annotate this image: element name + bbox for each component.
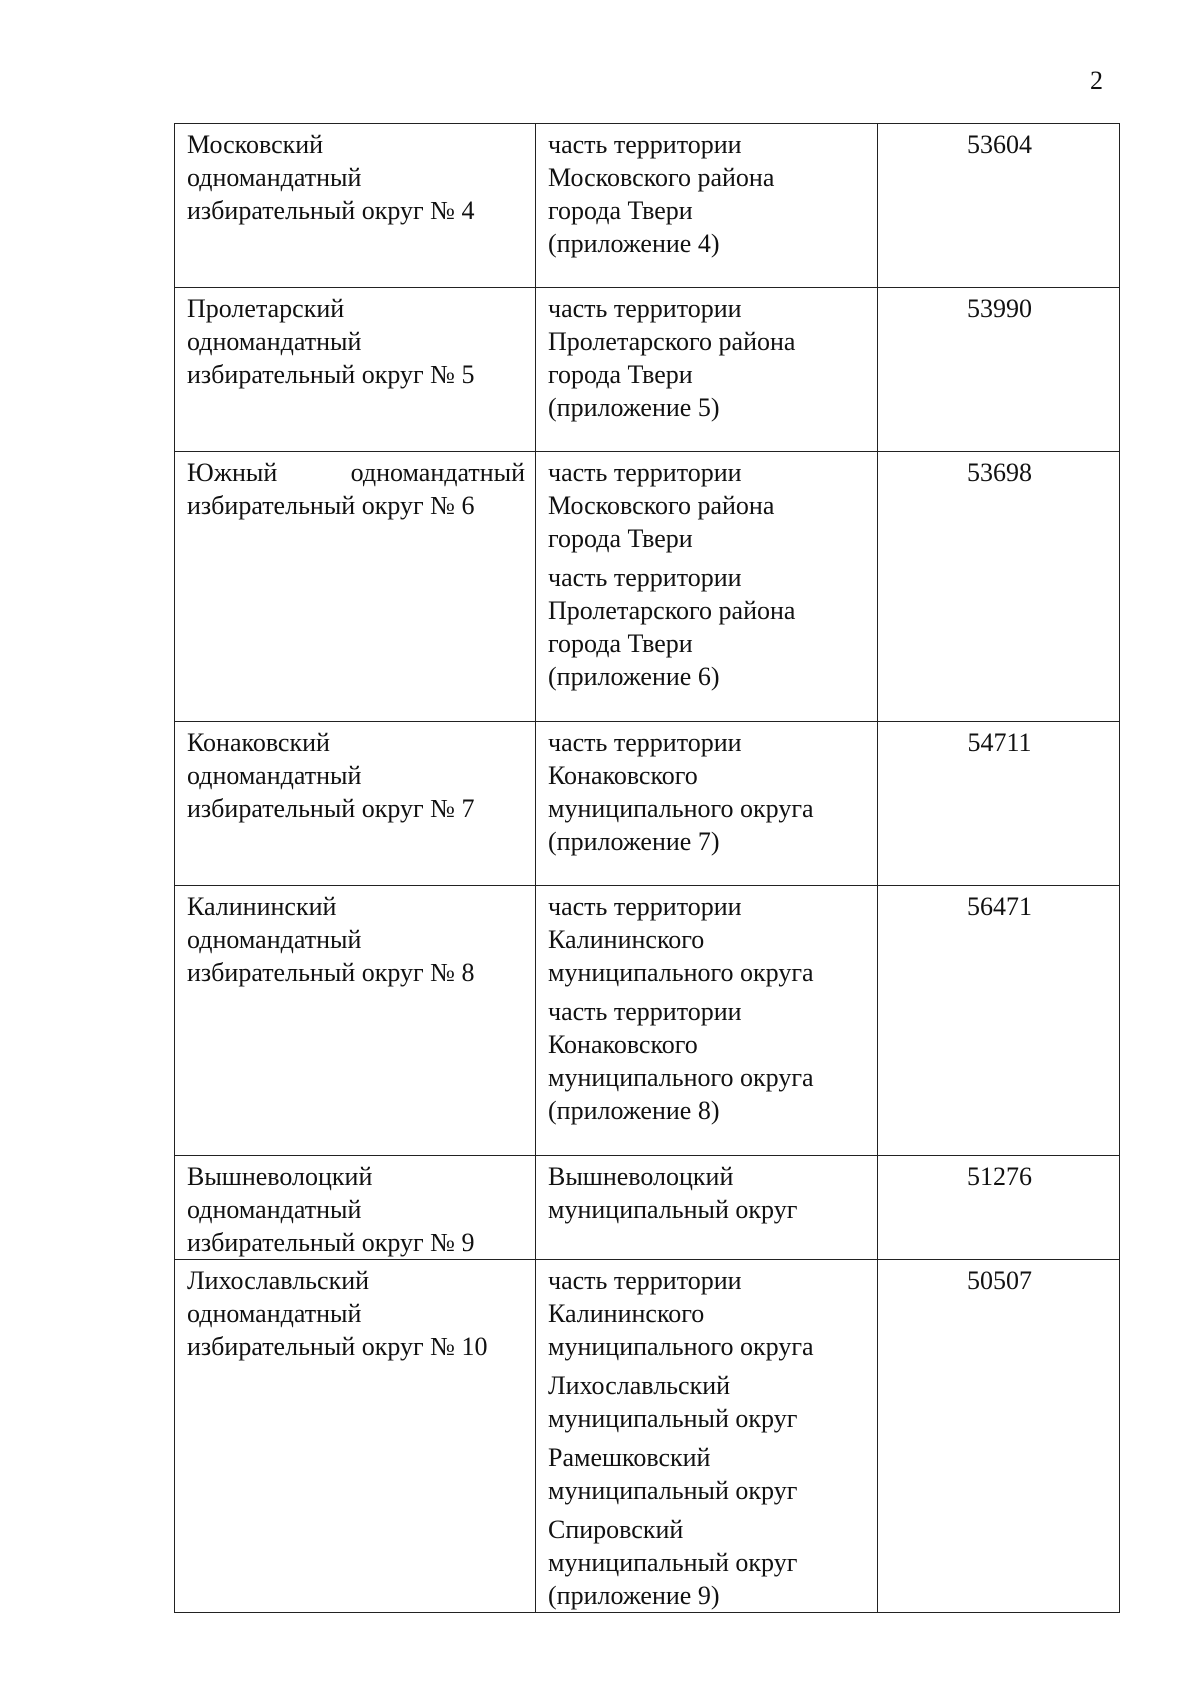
territory-group bbox=[548, 1513, 867, 1612]
territory-line: муниципальный округ bbox=[548, 1404, 798, 1433]
territory-cell bbox=[536, 722, 878, 886]
territory-line: муниципального округа bbox=[548, 958, 814, 987]
territory-group bbox=[548, 1369, 867, 1435]
territory-group bbox=[548, 995, 867, 1127]
voters-count: 50507 bbox=[878, 1260, 1120, 1613]
district-name-line: Вышневолоцкий bbox=[187, 1162, 373, 1191]
territory-line: часть территории bbox=[548, 294, 742, 323]
district-name-cell bbox=[175, 1156, 536, 1260]
district-name-line: Лихославльский bbox=[187, 1266, 370, 1295]
territory-line: Московского района bbox=[548, 163, 775, 192]
territory-line: Лихославльский bbox=[548, 1371, 731, 1400]
territory-line: Пролетарского района bbox=[548, 596, 796, 625]
voters-count: 53604 bbox=[878, 124, 1120, 288]
territory-line: часть территории bbox=[548, 997, 742, 1026]
district-name-line: избирательный округ № 5 bbox=[187, 360, 475, 389]
territory-cell bbox=[536, 886, 878, 1156]
territory-line: Спировский bbox=[548, 1515, 684, 1544]
district-name-line: Пролетарский bbox=[187, 294, 345, 323]
territory-line: (приложение 5) bbox=[548, 393, 720, 422]
territory-cell bbox=[536, 1260, 878, 1613]
territory-cell bbox=[536, 124, 878, 288]
district-name-line: Калининский bbox=[187, 892, 337, 921]
district-name-line: избирательный округ № 10 bbox=[187, 1332, 488, 1361]
territory-line: муниципального округа bbox=[548, 794, 814, 823]
territory-line: города Твери bbox=[548, 629, 693, 658]
table-row bbox=[175, 1260, 1120, 1613]
district-name-line: избирательный округ № 9 bbox=[187, 1228, 475, 1257]
territory-cell bbox=[536, 288, 878, 452]
page-number: 2 bbox=[1090, 66, 1103, 95]
districts-table bbox=[174, 123, 1120, 1613]
district-name-line: одномандатный bbox=[187, 925, 362, 954]
territory-cell bbox=[536, 452, 878, 722]
territory-line: Московского района bbox=[548, 491, 775, 520]
territory-line: часть территории bbox=[548, 1266, 742, 1295]
district-name-line: избирательный округ № 6 bbox=[187, 491, 475, 520]
district-name-line: Конаковский bbox=[187, 728, 330, 757]
district-name-cell bbox=[175, 124, 536, 288]
territory-line: часть территории bbox=[548, 728, 742, 757]
territory-line: часть территории bbox=[548, 130, 742, 159]
territory-line: (приложение 7) bbox=[548, 827, 720, 856]
voters-count: 56471 bbox=[878, 886, 1120, 1156]
territory-line: муниципального округа bbox=[548, 1063, 814, 1092]
territory-line: муниципальный округ bbox=[548, 1476, 798, 1505]
territory-group bbox=[548, 1441, 867, 1507]
district-name-line: избирательный округ № 8 bbox=[187, 958, 475, 987]
territory-line: (приложение 9) bbox=[548, 1581, 720, 1610]
voters-count: 54711 bbox=[878, 722, 1120, 886]
district-name-cell bbox=[175, 288, 536, 452]
voters-count: 53990 bbox=[878, 288, 1120, 452]
territory-line: муниципальный округ bbox=[548, 1195, 798, 1224]
district-name-line: одномандатный bbox=[187, 163, 362, 192]
voters-count: 51276 bbox=[878, 1156, 1120, 1260]
district-name-line: Московский bbox=[187, 130, 324, 159]
district-name-line: избирательный округ № 7 bbox=[187, 794, 475, 823]
territory-line: Вышневолоцкий bbox=[548, 1162, 734, 1191]
district-name-line: одномандатный bbox=[187, 327, 362, 356]
territory-line: часть территории bbox=[548, 563, 742, 592]
territory-line: города Твери bbox=[548, 524, 693, 553]
territory-line: Конаковского bbox=[548, 761, 698, 790]
district-name-line: Южный одномандатный bbox=[187, 458, 525, 487]
territory-line: города Твери bbox=[548, 360, 693, 389]
territory-line: часть территории bbox=[548, 892, 742, 921]
table-row bbox=[175, 722, 1120, 886]
district-name-line: одномандатный bbox=[187, 1195, 362, 1224]
district-name-cell bbox=[175, 722, 536, 886]
table-row bbox=[175, 452, 1120, 722]
table-row bbox=[175, 886, 1120, 1156]
territory-group bbox=[548, 456, 867, 555]
district-name-line: избирательный округ № 4 bbox=[187, 196, 475, 225]
territory-line: (приложение 4) bbox=[548, 229, 720, 258]
territory-line: Калининского bbox=[548, 925, 705, 954]
territory-group bbox=[548, 890, 867, 989]
territory-line: Калининского bbox=[548, 1299, 705, 1328]
territory-line: (приложение 6) bbox=[548, 662, 720, 691]
territory-line: Конаковского bbox=[548, 1030, 698, 1059]
table-row bbox=[175, 1156, 1120, 1260]
territory-line: города Твери bbox=[548, 196, 693, 225]
district-name-cell bbox=[175, 452, 536, 722]
territory-cell bbox=[536, 1156, 878, 1260]
territory-line: (приложение 8) bbox=[548, 1096, 720, 1125]
territory-line: часть территории bbox=[548, 458, 742, 487]
districts-table-body bbox=[175, 124, 1120, 1613]
table-row bbox=[175, 124, 1120, 288]
territory-group bbox=[548, 128, 867, 260]
district-name-line: одномандатный bbox=[187, 761, 362, 790]
territory-line: Пролетарского района bbox=[548, 327, 796, 356]
district-name-line: одномандатный bbox=[187, 1299, 362, 1328]
territory-group bbox=[548, 292, 867, 424]
territory-line: муниципального округа bbox=[548, 1332, 814, 1361]
table-row bbox=[175, 288, 1120, 452]
territory-group bbox=[548, 1160, 867, 1226]
district-name-cell bbox=[175, 1260, 536, 1613]
district-name-cell bbox=[175, 886, 536, 1156]
territory-group bbox=[548, 1264, 867, 1363]
territory-group bbox=[548, 726, 867, 858]
territory-line: муниципальный округ bbox=[548, 1548, 798, 1577]
voters-count: 53698 bbox=[878, 452, 1120, 722]
territory-line: Рамешковский bbox=[548, 1443, 711, 1472]
territory-group bbox=[548, 561, 867, 693]
